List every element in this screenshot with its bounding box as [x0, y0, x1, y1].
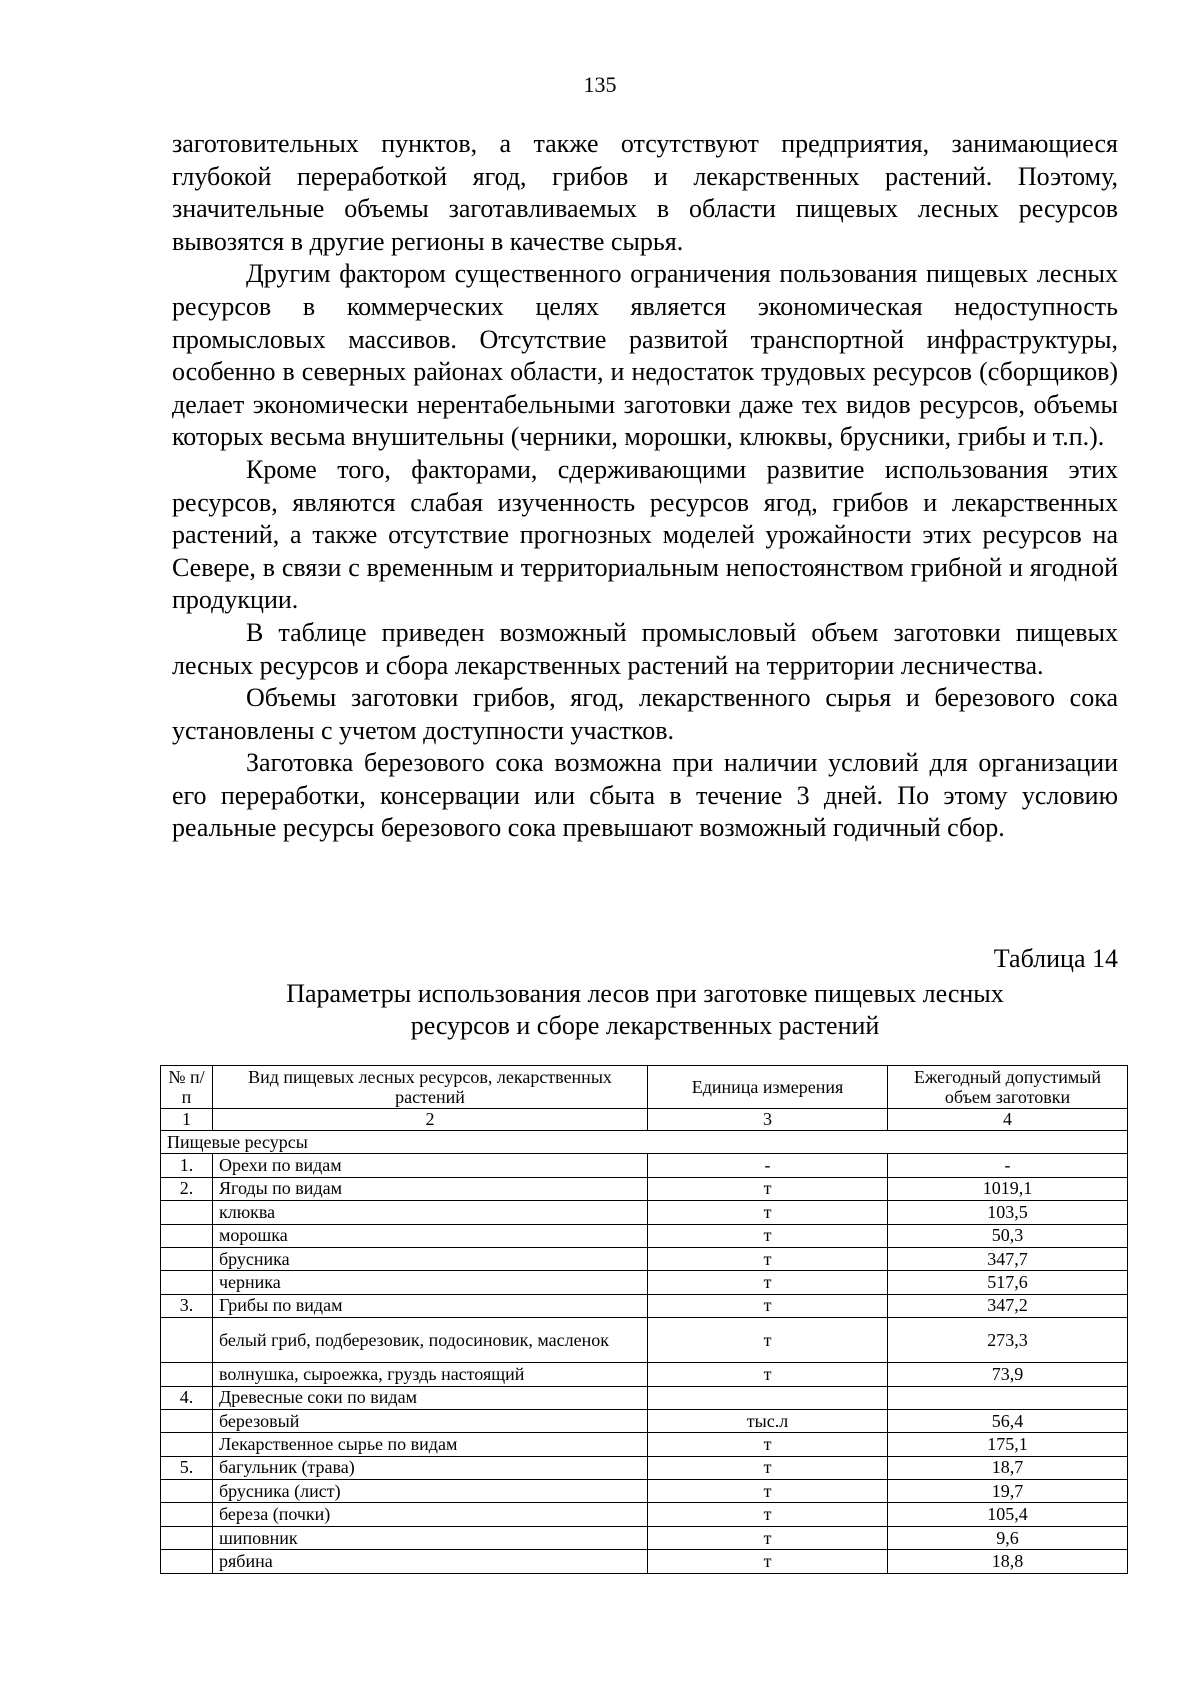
page-number: 135 [583, 72, 617, 97]
row-unit: тыс.л [648, 1409, 888, 1432]
table-row [161, 1224, 1128, 1247]
table-row [161, 1271, 1128, 1294]
row-name: багульник (трава) [213, 1456, 648, 1479]
table-row [161, 1526, 1128, 1549]
row-num: 2. [161, 1177, 213, 1200]
row-volume: 103,5 [888, 1201, 1128, 1224]
row-name: Древесные соки по видам [213, 1386, 648, 1409]
row-num: 3. [161, 1294, 213, 1317]
row-unit: т [648, 1363, 888, 1386]
row-num [161, 1201, 213, 1224]
row-volume: 19,7 [888, 1480, 1128, 1503]
row-name: Ягоды по видам [213, 1177, 648, 1200]
table-row [161, 1247, 1128, 1270]
row-name: белый гриб, подберезовик, подосиновик, масленок [213, 1318, 648, 1363]
row-name: рябина [213, 1550, 648, 1573]
row-volume: 1019,1 [888, 1177, 1128, 1200]
section-label: Пищевые ресурсы [161, 1131, 1128, 1154]
row-num [161, 1433, 213, 1456]
index-cell: 3 [648, 1109, 888, 1131]
row-name: брусника [213, 1247, 648, 1270]
row-volume: 50,3 [888, 1224, 1128, 1247]
table-title [172, 978, 1118, 1042]
table-index-row [161, 1109, 1128, 1131]
table-row [161, 1503, 1128, 1526]
table-header-row [161, 1066, 1128, 1109]
table-row [161, 1409, 1128, 1432]
row-name: береза (почки) [213, 1503, 648, 1526]
row-name: березовый [213, 1409, 648, 1432]
header-num: № п/п [161, 1066, 213, 1109]
row-name: волнушка, сыроежка, груздь настоящий [213, 1363, 648, 1386]
paragraph: Кроме того, факторами, сдерживающими развитие использования этих ресурсов, являются слабая изученность ресурсов ягод, грибов и лекарственных растений, а также отсутствие прогнозных моделей урожайности этих ресурсов на Севере, в связи с временным и территориальным непостоянством грибной и ягодной продукции. [172, 454, 1118, 615]
paragraph: Другим фактором существенного ограничения пользования пищевых лесных ресурсов в коммерческих целях является экономическая недоступность промысловых массивов. Отсутствие развитой транспортной инфраструктуры, особенно в северных районах области, и недостаток трудовых ресурсов (сборщиков) делает экономически нерентабельными заготовки даже тех видов ресурсов, объемы которых весьма внушительны (черники, морошки, клюквы, брусники, грибы и т.п.). [172, 259, 1118, 452]
body-text [172, 128, 1118, 845]
row-num [161, 1271, 213, 1294]
row-name: черника [213, 1271, 648, 1294]
paragraph: В таблице приведен возможный промысловый объем заготовки пищевых лесных ресурсов и сбора лекарственных растений на территории лесничества. [172, 617, 1118, 680]
row-volume: 56,4 [888, 1409, 1128, 1432]
row-volume: 175,1 [888, 1433, 1128, 1456]
row-name: клюква [213, 1201, 648, 1224]
row-unit: т [648, 1480, 888, 1503]
row-name: брусника (лист) [213, 1480, 648, 1503]
row-unit: т [648, 1201, 888, 1224]
row-volume: 73,9 [888, 1363, 1128, 1386]
row-num [161, 1480, 213, 1503]
header-volume: Ежегодный допустимый объем заготовки [888, 1066, 1128, 1109]
row-volume [888, 1386, 1128, 1409]
row-volume: 347,2 [888, 1294, 1128, 1317]
row-num: 4. [161, 1386, 213, 1409]
table-title-line: Параметры использования лесов при заготовке пищевых лесных [286, 979, 1004, 1008]
table-row [161, 1294, 1128, 1317]
row-unit [648, 1386, 888, 1409]
paragraph: Объемы заготовки грибов, ягод, лекарственного сырья и березового сока установлены с учетом доступности участков. [172, 683, 1118, 745]
row-name: морошка [213, 1224, 648, 1247]
row-volume: 273,3 [888, 1318, 1128, 1363]
row-num [161, 1526, 213, 1549]
row-volume: 517,6 [888, 1271, 1128, 1294]
header-name: Вид пищевых лесных ресурсов, лекарственных растений [213, 1066, 648, 1109]
table-row [161, 1386, 1128, 1409]
row-volume: 347,7 [888, 1247, 1128, 1270]
row-name: Грибы по видам [213, 1294, 648, 1317]
row-num [161, 1363, 213, 1386]
table-section-row [161, 1131, 1128, 1154]
table-row [161, 1154, 1128, 1177]
row-num [161, 1318, 213, 1363]
row-unit: т [648, 1271, 888, 1294]
row-num [161, 1224, 213, 1247]
table-row [161, 1550, 1128, 1573]
header-unit: Единица измерения [648, 1066, 888, 1109]
table-row [161, 1433, 1128, 1456]
row-unit: т [648, 1526, 888, 1549]
index-cell: 4 [888, 1109, 1128, 1131]
row-num: 5. [161, 1456, 213, 1479]
row-volume: 18,8 [888, 1550, 1128, 1573]
table-row [161, 1480, 1128, 1503]
row-num [161, 1503, 213, 1526]
row-unit: т [648, 1294, 888, 1317]
table-row [161, 1177, 1128, 1200]
row-name: шиповник [213, 1526, 648, 1549]
table-title-line: ресурсов и сборе лекарственных растений [410, 1011, 880, 1040]
paragraph: Заготовка березового сока возможна при наличии условий для организации его переработки, консервации или сбыта в течение 3 дней. По этому условию реальные ресурсы березового сока превышают возможный годичный сбор. [172, 748, 1118, 843]
paragraph: заготовительных пунктов, а также отсутствуют предприятия, занимающиеся глубокой переработкой ягод, грибов и лекарственных растений. Поэтому, значительные объемы заготавливаемых в области пищевых лесных ресурсов вывозятся в другие регионы в качестве сырья. [172, 129, 1118, 256]
row-volume: 9,6 [888, 1526, 1128, 1549]
row-unit: т [648, 1550, 888, 1573]
row-volume: - [888, 1154, 1128, 1177]
row-unit: т [648, 1456, 888, 1479]
index-cell: 1 [161, 1109, 213, 1131]
row-volume: 18,7 [888, 1456, 1128, 1479]
row-unit: т [648, 1318, 888, 1363]
table-row [161, 1363, 1128, 1386]
row-num [161, 1550, 213, 1573]
row-unit: т [648, 1433, 888, 1456]
table-row [161, 1318, 1128, 1363]
row-unit: т [648, 1247, 888, 1270]
data-table [160, 1065, 1128, 1574]
row-unit: т [648, 1224, 888, 1247]
row-unit: т [648, 1503, 888, 1526]
index-cell: 2 [213, 1109, 648, 1131]
row-num [161, 1409, 213, 1432]
row-num: 1. [161, 1154, 213, 1177]
table-row [161, 1456, 1128, 1479]
row-unit: т [648, 1177, 888, 1200]
table-row [161, 1201, 1128, 1224]
row-name: Орехи по видам [213, 1154, 648, 1177]
row-name: Лекарственное сырье по видам [213, 1433, 648, 1456]
row-volume: 105,4 [888, 1503, 1128, 1526]
row-num [161, 1247, 213, 1270]
row-unit: - [648, 1154, 888, 1177]
table-label: Таблица 14 [993, 944, 1118, 973]
